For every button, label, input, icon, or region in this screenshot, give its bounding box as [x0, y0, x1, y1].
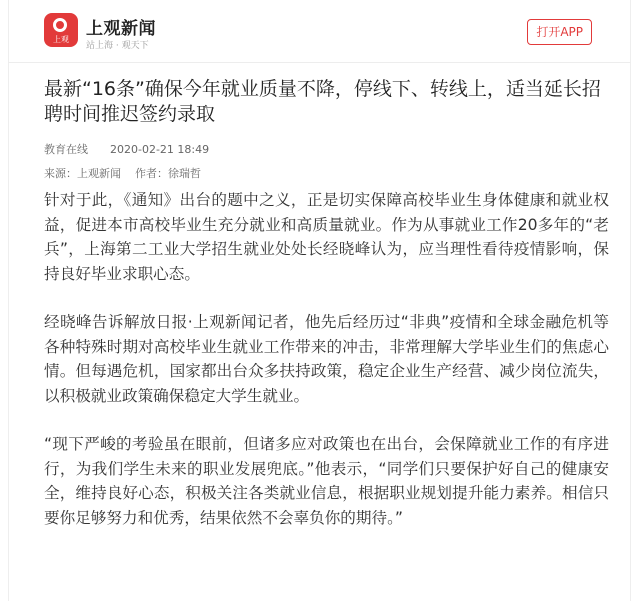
- article-meta: [44, 141, 209, 157]
- open-app-button[interactable]: 打开APP: [527, 19, 592, 45]
- source-label: 来源：: [44, 167, 77, 180]
- logo-text: 上观: [53, 35, 69, 44]
- author-label: 作者：: [135, 167, 168, 180]
- app-logo[interactable]: [44, 13, 78, 47]
- paragraph: 针对于此，《通知》出台的题中之义，正是切实保障高校毕业生身体健康和就业权益，促进本市高校毕业生充分就业和高质量就业。作为从事就业工作20多年的“老兵”，上海第二工业大学招生就业处处长经晓峰认为，应当理性看待疫情影响，保持良好毕业求职心态。: [44, 191, 609, 283]
- paragraph: “现下严峻的考验虽在眼前，但诸多应对政策也在出台，会保障就业工作的有序进行，为我们学生未来的职业发展兜底。”他表示，“同学们只要保护好自己的健康安全，维持良好心态，积极关注各类就业信息，根据职业规划提升能力素养。相信只要你足够努力和优秀，结果依然不会辜负你的期待。”: [44, 435, 609, 527]
- article-title: 最新“16条”确保今年就业质量不降，停线下、转线上，适当延长招聘时间推迟签约录取: [44, 78, 601, 125]
- logo-ring-icon: [53, 18, 67, 32]
- publish-date: 2020-02-21 18:49: [110, 143, 210, 156]
- article-source: [44, 165, 201, 181]
- paragraph: 经晓峰告诉解放日报·上观新闻记者，他先后经历过“非典”疫情和全球金融危机等各种特殊时期对高校毕业生就业工作带来的冲击，非常理解大学毕业生们的焦虑心情。但每遇危机，国家都出台众多扶持政策，稳定企业生产经营、减少岗位流失，以积极就业政策确保稳定大学生就业。: [44, 313, 609, 405]
- brand-name: 上观新闻: [86, 19, 156, 39]
- article-body: [44, 188, 609, 554]
- author-name: 徐瑞哲: [168, 167, 201, 180]
- channel-label: 教育在线: [44, 143, 88, 156]
- brand-slogan: 站上海 · 观天下: [86, 41, 149, 51]
- source-name: 上观新闻: [77, 167, 121, 180]
